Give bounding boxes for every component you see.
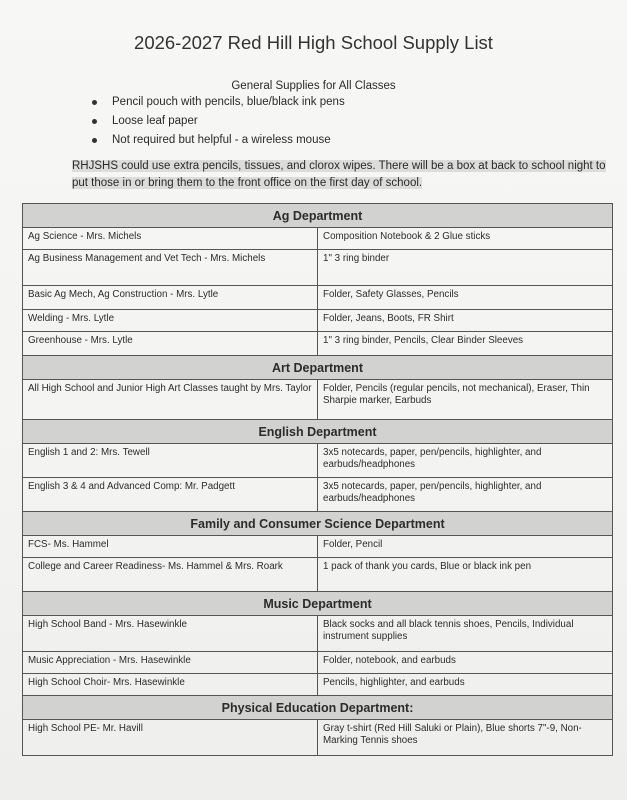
supplies-cell: 3x5 notecards, paper, pen/pencils, highlighter, and earbuds/headphones xyxy=(318,444,613,478)
supplies-cell: 3x5 notecards, paper, pen/pencils, highlighter, and earbuds/headphones xyxy=(318,478,613,512)
department-header: English Department xyxy=(23,420,613,444)
list-item: Loose leaf paper xyxy=(92,112,345,131)
department-header: Family and Consumer Science Department xyxy=(23,512,613,536)
class-cell: All High School and Junior High Art Classes taught by Mrs. Taylor xyxy=(23,380,318,420)
class-cell: College and Career Readiness- Ms. Hammel & Mrs. Roark xyxy=(23,558,318,592)
department-header-row xyxy=(23,204,613,228)
supplies-cell: Folder, Pencils (regular pencils, not mechanical), Eraser, Thin Sharpie marker, Earbuds xyxy=(318,380,613,420)
table-row xyxy=(23,674,613,696)
supplies-cell: Black socks and all black tennis shoes, Pencils, Individual instrument supplies xyxy=(318,616,613,652)
table-row xyxy=(23,310,613,332)
table-row xyxy=(23,536,613,558)
supplies-cell: 1 pack of thank you cards, Blue or black ink pen xyxy=(318,558,613,592)
supplies-cell: Composition Notebook & 2 Glue sticks xyxy=(318,228,613,250)
department-header-row xyxy=(23,356,613,380)
class-cell: High School Band - Mrs. Hasewinkle xyxy=(23,616,318,652)
supplies-cell: Folder, notebook, and earbuds xyxy=(318,652,613,674)
table-row xyxy=(23,616,613,652)
class-cell: High School Choir- Mrs. Hasewinkle xyxy=(23,674,318,696)
supplies-cell: Folder, Jeans, Boots, FR Shirt xyxy=(318,310,613,332)
general-supplies-heading: General Supplies for All Classes xyxy=(231,80,396,92)
class-cell: FCS- Ms. Hammel xyxy=(23,536,318,558)
department-header-row xyxy=(23,420,613,444)
class-cell: English 1 and 2: Mrs. Tewell xyxy=(23,444,318,478)
class-cell: Music Appreciation - Mrs. Hasewinkle xyxy=(23,652,318,674)
table-row xyxy=(23,720,613,756)
class-cell: English 3 & 4 and Advanced Comp: Mr. Padgett xyxy=(23,478,318,512)
department-header: Art Department xyxy=(23,356,613,380)
department-header-row xyxy=(23,592,613,616)
class-cell: Ag Science - Mrs. Michels xyxy=(23,228,318,250)
table-row xyxy=(23,558,613,592)
class-cell: Basic Ag Mech, Ag Construction - Mrs. Lytle xyxy=(23,286,318,310)
table-row xyxy=(23,332,613,356)
supplies-cell: Gray t-shirt (Red Hill Saluki or Plain), Blue shorts 7"-9, Non-Marking Tennis shoes xyxy=(318,720,613,756)
class-cell: Greenhouse - Mrs. Lytle xyxy=(23,332,318,356)
supply-table xyxy=(22,203,613,756)
department-header-row xyxy=(23,696,613,720)
donation-note xyxy=(72,158,612,192)
class-cell: High School PE- Mr. Havill xyxy=(23,720,318,756)
table-row xyxy=(23,286,613,310)
page-title: 2026-2027 Red Hill High School Supply List xyxy=(134,32,493,53)
supplies-cell: 1" 3 ring binder, Pencils, Clear Binder Sleeves xyxy=(318,332,613,356)
department-header: Physical Education Department: xyxy=(23,696,613,720)
table-row xyxy=(23,652,613,674)
supplies-cell: Pencils, highlighter, and earbuds xyxy=(318,674,613,696)
table-row xyxy=(23,228,613,250)
table-row xyxy=(23,250,613,286)
list-item: Not required but helpful - a wireless mouse xyxy=(92,131,345,150)
supplies-cell: 1" 3 ring binder xyxy=(318,250,613,286)
general-supplies-list xyxy=(92,93,345,150)
table-row xyxy=(23,444,613,478)
table-row xyxy=(23,380,613,420)
supplies-cell: Folder, Safety Glasses, Pencils xyxy=(318,286,613,310)
class-cell: Welding - Mrs. Lytle xyxy=(23,310,318,332)
department-header: Music Department xyxy=(23,592,613,616)
donation-note-text: RHJSHS could use extra pencils, tissues, and clorox wipes. There will be a box at back to school night to put those in or bring them to the front office on the first day of school. xyxy=(72,160,606,189)
class-cell: Ag Business Management and Vet Tech - Mrs. Michels xyxy=(23,250,318,286)
supplies-cell: Folder, Pencil xyxy=(318,536,613,558)
table-row xyxy=(23,478,613,512)
department-header: Ag Department xyxy=(23,204,613,228)
department-header-row xyxy=(23,512,613,536)
list-item: Pencil pouch with pencils, blue/black ink pens xyxy=(92,93,345,112)
